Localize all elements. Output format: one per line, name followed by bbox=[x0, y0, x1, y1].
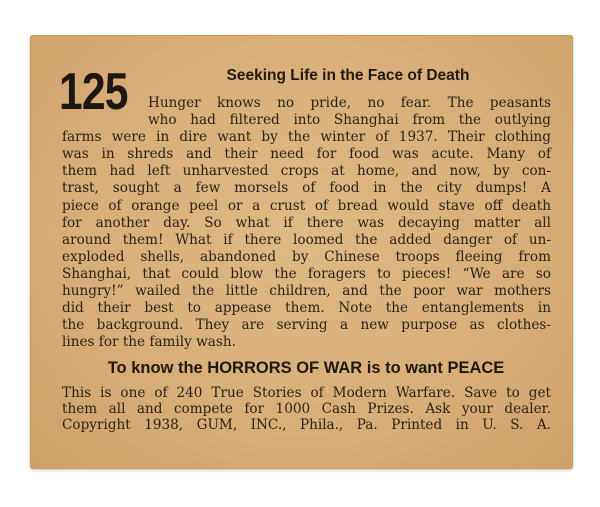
story-line: them had left unharvested crops at home, and now, by con- bbox=[62, 163, 551, 180]
story-line: for another day. So what if there was decaying matter all bbox=[62, 214, 551, 231]
story-line: did their best to appease them. Note the entanglements in bbox=[62, 300, 551, 317]
story-line: Hunger knows no pride, no fear. The peasants bbox=[148, 95, 551, 111]
card-footer bbox=[62, 385, 551, 433]
story-line: was in shreds and their need for food was acute. Many of bbox=[62, 146, 551, 163]
story-line: Shanghai, that could blow the foragers to pieces! “We are so bbox=[62, 265, 551, 282]
footer-line: Copyright 1938, GUM, INC., Phila., Pa. Printed in U. S. A. bbox=[62, 417, 551, 433]
story-line: trast, sought a few morsels of food in the city dumps! A bbox=[62, 180, 551, 197]
card-story-text bbox=[62, 95, 551, 351]
card-motto: To know the HORRORS OF WAR is to want PEACE bbox=[107, 359, 505, 377]
footer-line: This is one of 240 True Stories of Modern Warfare. Save to get bbox=[62, 385, 551, 401]
story-line: around them! What if there loomed the added danger of un- bbox=[62, 231, 551, 248]
story-line: piece of orange peel or a crust of bread would stave off death bbox=[62, 197, 551, 214]
footer-line: them all and compete for 1000 Cash Prizes. Ask your dealer. bbox=[62, 401, 551, 417]
story-line: exploded shells, abandoned by Chinese troops fleeing from bbox=[62, 248, 551, 265]
story-line: who had filtered into Shanghai from the outlying bbox=[148, 112, 551, 129]
story-line: hungry!” wailed the little children, and the poor war mothers bbox=[62, 283, 551, 300]
card-number: 125 bbox=[59, 63, 128, 121]
card-title: Seeking Life in the Face of Death bbox=[226, 67, 470, 84]
story-line: farms were in dire want by the winter of 1937. Their clothing bbox=[62, 129, 551, 146]
story-line: lines for the family wash. bbox=[62, 334, 236, 351]
story-line: the background. They are serving a new purpose as clothes- bbox=[62, 317, 551, 334]
